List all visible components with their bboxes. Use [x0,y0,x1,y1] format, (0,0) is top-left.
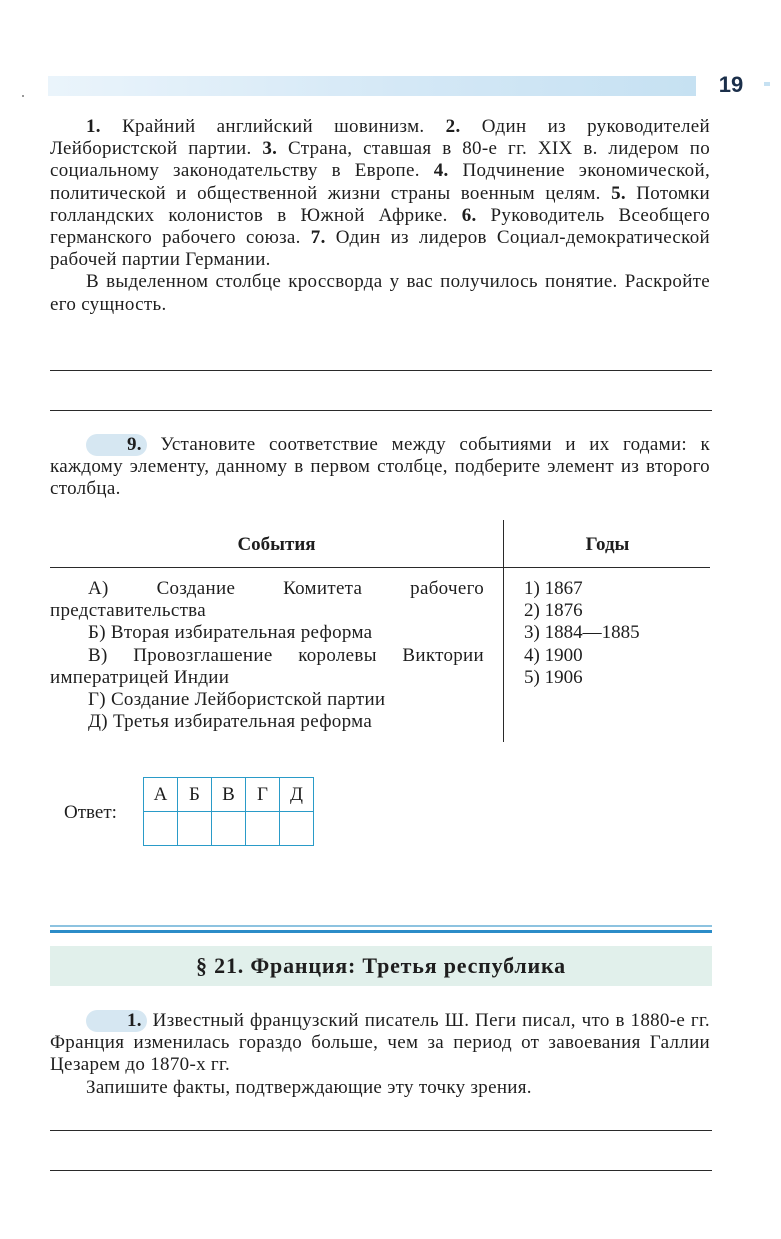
task1-statement [50,1010,710,1099]
column-header-events: События [237,534,316,555]
event-item: Б) Вторая избирательная реформа [88,622,373,644]
answer-letter: А [144,778,178,812]
answer-letter: Б [178,778,212,812]
task9-paragraph [50,434,710,501]
clue-number: 6. [461,204,477,226]
task1-paragraph [50,1010,710,1077]
event-item: В) Провозглашение королевы Виктории императрицей Индии [50,644,484,688]
answer-cell[interactable] [144,812,178,846]
answer-label: Ответ: [64,802,117,823]
clue-text: Крайний английский шовинизм. [122,116,425,137]
clue-text: Подчинение экономической, политической и общественной жизни страны военным целям. [50,160,710,204]
clue-number: 5. [611,182,626,204]
clue-text: Один из руководителей Лейбористской партии. [50,116,710,160]
clue-number: 1. [86,116,101,137]
crossword-task: В выделенном столбце кроссворда у вас получилось понятие. Раскройте его сущность. [50,271,710,315]
answer-grid-inputs [144,812,314,846]
section-divider [50,930,712,933]
answer-cell[interactable] [178,812,212,846]
year-item: 3) 1884—1885 [524,622,640,644]
event-item: А) Создание Комитета рабочего представительства [50,578,484,622]
table-divider [503,520,504,742]
clue-text: Страна, ставшая в 80-е гг. XIX в. лидером по социальному законодательству в Европе. [50,138,710,182]
clues-paragraph [50,116,710,271]
event-item: Г) Создание Лейбористской партии [88,689,386,711]
task-number-badge: 9. [86,434,147,456]
table-header-rule [50,567,710,568]
years-list [524,578,640,689]
year-item: 4) 1900 [524,644,583,666]
answer-cell[interactable] [280,812,314,846]
matching-table [50,520,710,742]
answer-grid [143,777,314,846]
section-title: § 21. Франция: Третья республика [50,946,712,986]
year-item: 5) 1906 [524,666,583,688]
clue-text: Потомки голландских колонистов в Южной Африке. [50,182,710,226]
task-number-badge: 1. [86,1010,147,1032]
task1-text: Известный французский писатель Ш. Пеги писал, что в 1880-е гг. Франция изменилась гораздо больше, чем за период от завоевания Галлии Цезарем до 1870-х гг. [50,1010,710,1076]
answer-line[interactable] [50,1170,712,1171]
answer-line[interactable] [50,1130,712,1131]
clue-text: Руководитель Всеобщего германского рабочего союза. [50,204,710,249]
year-item: 2) 1876 [524,600,583,622]
page-number: 19 [700,70,762,100]
clue-number: 3. [262,138,278,160]
events-list [50,578,484,733]
answer-cell[interactable] [212,812,246,846]
answer-line[interactable] [50,370,712,371]
crossword-clues [50,116,710,316]
answer-cell[interactable] [246,812,280,846]
scan-speck [22,95,24,97]
clue-number: 2. [445,116,461,137]
year-item: 1) 1867 [524,578,583,599]
answer-letter: В [212,778,246,812]
answer-line[interactable] [50,410,712,411]
column-header-years: Годы [585,534,630,555]
answer-letter: Д [280,778,314,812]
answer-grid-letters [144,778,314,812]
event-item: Д) Третья избирательная реформа [88,711,373,733]
answer-letter: Г [246,778,280,812]
clue-number: 4. [433,160,449,182]
clue-number: 7. [310,227,326,249]
task1-task: Запишите факты, подтверждающие эту точку зрения. [86,1076,532,1098]
clue-text: Один из лидеров Социал-демократической рабочей партии Германии. [50,227,710,271]
task9-text: Установите соответствие между событиями и их годами: к каждому элементу, данному в первом столбце, подберите элемент из второго столбца. [50,434,710,500]
header-band [48,76,696,96]
task9-statement [50,434,710,501]
section-divider [50,925,712,927]
